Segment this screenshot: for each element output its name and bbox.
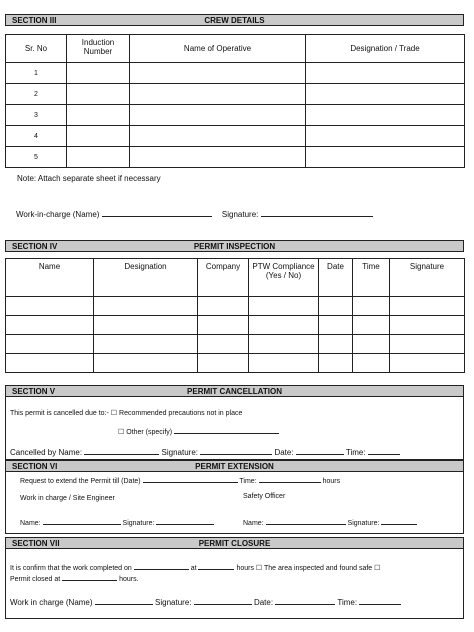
cancelled-by-name-field[interactable]: [84, 446, 159, 455]
table-row: [6, 354, 465, 373]
section-vii-header: [5, 537, 464, 549]
cell[interactable]: [249, 335, 319, 354]
closure-name-field[interactable]: [95, 596, 153, 605]
table-row: [6, 105, 465, 126]
work-in-charge-label: Work-in-charge (Name): [16, 210, 100, 219]
cell[interactable]: [130, 84, 306, 105]
cell[interactable]: [306, 126, 465, 147]
cell[interactable]: [306, 63, 465, 84]
cell[interactable]: [319, 316, 353, 335]
col-ptw-compliance: PTW Compliance (Yes / No): [249, 259, 319, 297]
table-row: [6, 126, 465, 147]
cell[interactable]: [306, 147, 465, 168]
col-company: Company: [198, 259, 249, 297]
cell[interactable]: [6, 354, 94, 373]
cancel-time-field[interactable]: [368, 446, 400, 455]
other-specify-field[interactable]: [174, 425, 279, 434]
cell[interactable]: [94, 316, 198, 335]
cancel-signature-label: Signature:: [161, 448, 198, 457]
cell[interactable]: [6, 316, 94, 335]
cancelled-by-label: Cancelled by Name:: [10, 448, 83, 457]
col-name: Name: [6, 259, 94, 297]
extension-date-field[interactable]: [143, 474, 238, 483]
section-iii-label: SECTION III: [12, 16, 57, 25]
cell[interactable]: [249, 354, 319, 373]
permit-closure-title: PERMIT CLOSURE: [198, 539, 271, 548]
cell[interactable]: [306, 84, 465, 105]
extension-signoff-left: [20, 516, 214, 527]
option-recommended-label: Recommended precautions not in place: [119, 410, 243, 417]
cell[interactable]: [390, 316, 465, 335]
closure-time-sign-field[interactable]: [359, 596, 401, 605]
cell[interactable]: [198, 297, 249, 316]
cell[interactable]: [319, 297, 353, 316]
extension-name2-label: Name:: [243, 520, 264, 527]
permit-closed-hours-label: hours.: [119, 576, 139, 583]
cancel-date-field[interactable]: [296, 446, 344, 455]
cell[interactable]: [353, 297, 390, 316]
table-row: [6, 147, 465, 168]
cell[interactable]: [353, 335, 390, 354]
row-number: 3: [6, 105, 67, 126]
closure-signature-field[interactable]: [194, 596, 252, 605]
work-in-charge-name-field[interactable]: [102, 208, 212, 217]
cancelled-due-row: [10, 409, 242, 417]
option-other-label: Other (specify): [126, 429, 173, 436]
cell[interactable]: [390, 354, 465, 373]
cell[interactable]: [198, 335, 249, 354]
closure-date-label: Date:: [253, 598, 274, 607]
row-number: 5: [6, 147, 67, 168]
table-row: [6, 316, 465, 335]
cell[interactable]: [67, 105, 130, 126]
cell[interactable]: [353, 316, 390, 335]
extension-time-label: Time:: [239, 478, 257, 485]
table-row: [6, 297, 465, 316]
extension-hours-label: hours: [322, 478, 341, 485]
section-vi-header: [5, 460, 464, 472]
cell[interactable]: [198, 354, 249, 373]
extension-signature1-field[interactable]: [156, 516, 214, 525]
table-row: [6, 63, 465, 84]
col-date: Date: [319, 259, 353, 297]
row-number: 4: [6, 126, 67, 147]
note-text: Note: Attach separate sheet if necessary: [17, 174, 161, 183]
col-time: Time: [353, 259, 390, 297]
cell[interactable]: [130, 147, 306, 168]
extension-request-label: Request to extend the Permit till (Date): [20, 478, 141, 485]
row-number: 1: [6, 63, 67, 84]
closure-date-field[interactable]: [134, 561, 189, 570]
section-vii-label: SECTION VII: [12, 539, 60, 548]
cell[interactable]: [94, 335, 198, 354]
col-induction-number: Induction Number: [67, 35, 130, 63]
closure-hours-label: hours: [236, 565, 254, 572]
cell[interactable]: [306, 105, 465, 126]
extension-name1-label: Name:: [20, 520, 41, 527]
extension-signature1-label: Signature:: [122, 520, 155, 527]
cell[interactable]: [319, 354, 353, 373]
permit-closed-time-field[interactable]: [62, 572, 117, 581]
permit-cancellation-title: PERMIT CANCELLATION: [187, 387, 282, 396]
cell[interactable]: [130, 63, 306, 84]
checkbox-other[interactable]: ☐: [118, 429, 125, 436]
cell[interactable]: [94, 354, 198, 373]
col-sr-no: Sr. No: [6, 35, 67, 63]
closure-signature-label: Signature:: [155, 598, 192, 607]
closure-confirm-label: It is confirm that the work completed on: [10, 565, 132, 572]
cancel-time-label: Time:: [345, 448, 366, 457]
cell[interactable]: [198, 316, 249, 335]
permit-extension-title: PERMIT EXTENSION: [195, 462, 274, 471]
row-number: 2: [6, 84, 67, 105]
closure-signoff-row: [10, 596, 401, 607]
cell[interactable]: [94, 297, 198, 316]
cell[interactable]: [319, 335, 353, 354]
closure-at-label: at: [190, 565, 197, 572]
other-row: [118, 425, 279, 436]
section-iii-header: [5, 14, 464, 26]
checkbox-permit-closed[interactable]: ☐: [374, 565, 381, 572]
work-in-charge-signature-field[interactable]: [261, 208, 373, 217]
permit-closed-row: [10, 572, 139, 583]
closure-time-label: Time:: [337, 598, 358, 607]
col-signature: Signature: [390, 259, 465, 297]
col-designation: Designation: [94, 259, 198, 297]
extension-signature2-field[interactable]: [381, 516, 417, 525]
cell[interactable]: [390, 335, 465, 354]
permit-inspection-title: PERMIT INSPECTION: [193, 242, 276, 251]
section-vi-label: SECTION VI: [12, 462, 58, 471]
cancel-signature-field[interactable]: [200, 446, 272, 455]
cell[interactable]: [130, 105, 306, 126]
cell[interactable]: [353, 354, 390, 373]
cancelled-by-row: [10, 446, 400, 457]
crew-details-title: CREW DETAILS: [204, 16, 265, 25]
extension-time-field[interactable]: [259, 474, 321, 483]
crew-details-table: [5, 34, 465, 168]
checkbox-area-inspected[interactable]: ☐: [255, 565, 263, 572]
cell[interactable]: [67, 84, 130, 105]
section-iv-header: [5, 240, 464, 252]
cell[interactable]: [67, 63, 130, 84]
section-v-header: [5, 385, 464, 397]
cell[interactable]: [6, 335, 94, 354]
section-iv-label: SECTION IV: [12, 242, 58, 251]
col-designation-trade: Designation / Trade: [306, 35, 465, 63]
cell[interactable]: [67, 126, 130, 147]
checkbox-recommended[interactable]: ☐: [110, 410, 118, 417]
extension-name2-field[interactable]: [266, 516, 346, 525]
extension-signoff-right: [243, 516, 417, 527]
safety-officer-label: Safety Officer: [243, 493, 286, 500]
table-row: [6, 84, 465, 105]
closure-date-sign-field[interactable]: [275, 596, 335, 605]
table-row: [6, 335, 465, 354]
extension-name1-field[interactable]: [43, 516, 121, 525]
closure-time-field[interactable]: [198, 561, 234, 570]
cell[interactable]: [130, 126, 306, 147]
cell[interactable]: [249, 297, 319, 316]
closure-confirm-row: [10, 561, 380, 572]
area-inspected-label: The area inspected and found safe: [264, 565, 373, 572]
cell[interactable]: [390, 297, 465, 316]
work-in-charge-site-engineer-label: Work in charge / Site Engineer: [20, 495, 115, 502]
cell[interactable]: [249, 316, 319, 335]
cell[interactable]: [67, 147, 130, 168]
col-name-of-operative: Name of Operative: [130, 35, 306, 63]
work-in-charge-signature-label: Signature:: [221, 210, 259, 219]
cancelled-due-label: This permit is cancelled due to:-: [10, 410, 109, 417]
extension-signature2-label: Signature:: [347, 520, 380, 527]
permit-inspection-table: [5, 258, 465, 373]
extension-request-row: [20, 474, 340, 485]
cell[interactable]: [6, 297, 94, 316]
closure-work-in-charge-label: Work in charge (Name): [10, 598, 93, 607]
section-v-label: SECTION V: [12, 387, 56, 396]
work-in-charge-row: [16, 208, 373, 219]
cancel-date-label: Date:: [274, 448, 294, 457]
permit-closed-at-label: Permit closed at: [10, 576, 61, 583]
